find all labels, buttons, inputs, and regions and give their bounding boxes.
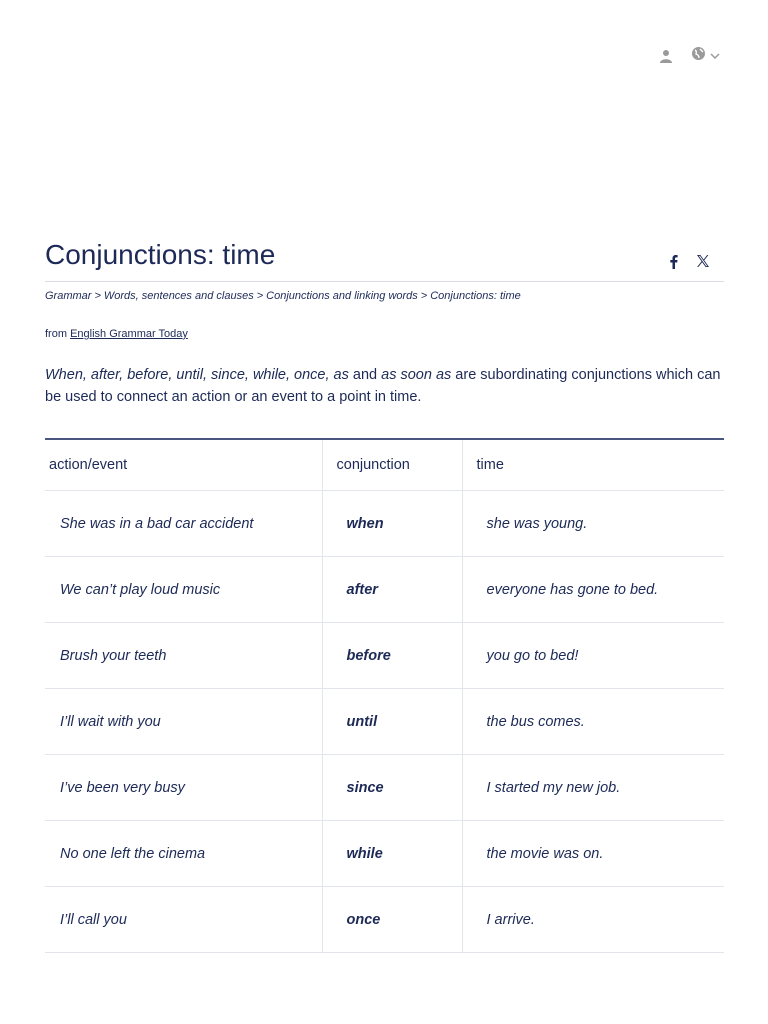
breadcrumb-separator: > <box>420 289 428 302</box>
time-cell: everyone has gone to bed. <box>462 557 724 623</box>
intro-conjunctions: When, after, before, until, since, while, once, as <box>45 366 349 383</box>
conjunctions-table <box>45 438 724 954</box>
source-prefix: from <box>45 327 67 340</box>
breadcrumb-item[interactable]: Words, sentences and clauses <box>103 289 254 302</box>
x-icon <box>696 254 710 268</box>
language-selector[interactable] <box>691 46 720 66</box>
action-cell: She was in a bad car accident <box>45 491 322 557</box>
conjunction-cell: after <box>322 557 462 623</box>
breadcrumb <box>45 290 724 302</box>
title-row <box>45 240 724 282</box>
table-row <box>45 689 724 755</box>
action-cell: I’ll wait with you <box>45 689 322 755</box>
chevron-down-icon <box>710 47 720 65</box>
source-link[interactable]: English Grammar Today <box>70 327 188 340</box>
intro-and: and <box>352 366 378 383</box>
source-line <box>45 328 724 340</box>
table-row <box>45 623 724 689</box>
conjunction-cell: since <box>322 755 462 821</box>
table-row <box>45 821 724 887</box>
table-row <box>45 887 724 953</box>
conjunction-cell: while <box>322 821 462 887</box>
breadcrumb-item[interactable]: Conjunctions and linking words <box>266 289 418 302</box>
conjunction-cell: when <box>322 491 462 557</box>
action-cell: I’ll call you <box>45 887 322 953</box>
breadcrumb-item[interactable]: Conjunctions: time <box>430 289 521 302</box>
action-cell: Brush your teeth <box>45 623 322 689</box>
time-cell: I started my new job. <box>462 755 724 821</box>
user-icon[interactable] <box>659 49 673 63</box>
header-action-event: action/event <box>45 439 322 491</box>
facebook-share-button[interactable] <box>669 254 678 269</box>
action-cell: I’ve been very busy <box>45 755 322 821</box>
table-row <box>45 557 724 623</box>
breadcrumb-separator: > <box>94 289 101 302</box>
breadcrumb-item[interactable]: Grammar <box>45 289 92 302</box>
facebook-icon <box>669 254 678 269</box>
table-row <box>45 491 724 557</box>
globe-icon <box>691 46 706 66</box>
intro-paragraph <box>45 364 724 408</box>
header-conjunction: conjunction <box>322 439 462 491</box>
time-cell: you go to bed! <box>462 623 724 689</box>
action-cell: No one left the cinema <box>45 821 322 887</box>
x-share-button[interactable] <box>696 254 710 268</box>
conjunction-cell: before <box>322 623 462 689</box>
time-cell: she was young. <box>462 491 724 557</box>
time-cell: the movie was on. <box>462 821 724 887</box>
breadcrumb-separator: > <box>256 289 264 302</box>
page-title: Conjunctions: time <box>45 239 276 270</box>
time-cell: I arrive. <box>462 887 724 953</box>
time-cell: the bus comes. <box>462 689 724 755</box>
article <box>45 240 724 953</box>
share-buttons <box>669 254 724 271</box>
table-header-row <box>45 439 724 491</box>
top-bar <box>659 46 720 66</box>
header-time: time <box>462 439 724 491</box>
table-row <box>45 755 724 821</box>
action-cell: We can’t play loud music <box>45 557 322 623</box>
conjunction-cell: until <box>322 689 462 755</box>
intro-rest: are subordinating conjunctions which can be used to connect an action or an event to a point in time. <box>45 366 721 405</box>
conjunction-cell: once <box>322 887 462 953</box>
intro-as-soon-as: as soon as <box>381 366 452 383</box>
